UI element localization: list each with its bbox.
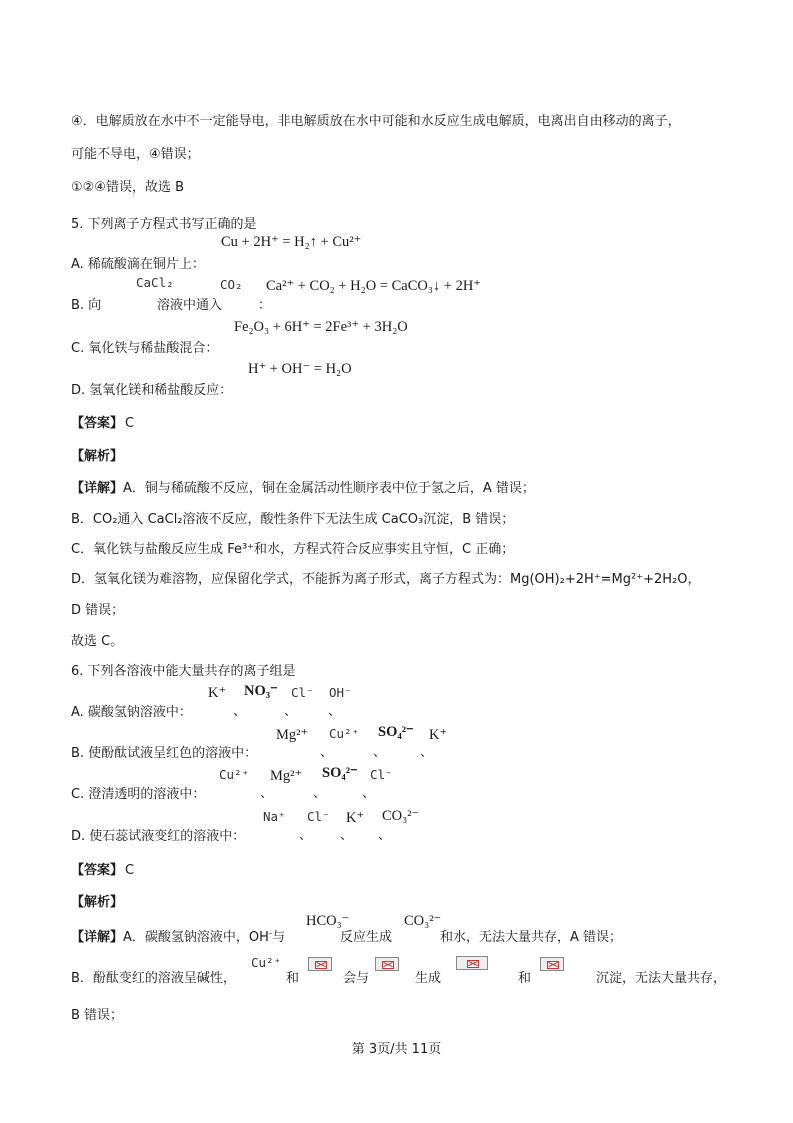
q6-d-ion-3: K⁺ <box>346 810 365 826</box>
broken-image-icon <box>315 961 327 969</box>
q5-option-b-label: B. 向 <box>71 298 102 313</box>
q6-detail-b-part4: 生成 <box>415 971 442 986</box>
q6-detail-b-cu: Cu²⁺ <box>251 955 282 970</box>
q6-detail-b-part6: 沉淀，无法大量共存， <box>596 971 727 986</box>
q5-option-b-middle: 溶液中通入 <box>157 298 223 313</box>
q6-detail-b-broken-image-4 <box>540 957 564 971</box>
q6-detail-b-part3: 会与 <box>343 971 370 986</box>
q6-d-ion-1: Na⁺ <box>263 809 286 824</box>
q5-answer-tag: 【答案】 <box>71 416 124 431</box>
q6-detail-b-broken-image-2 <box>375 957 399 971</box>
q6-b-ion-2: Cu²⁺ <box>329 726 360 741</box>
q5-option-c-label: C. 氧化铁与稀盐酸混合： <box>71 341 219 356</box>
q6-detail-b-end: B 错误； <box>71 1008 124 1023</box>
q5-option-d-equation: H⁺ + OH⁻ = H₂O <box>248 361 352 377</box>
q6-b-sep-1: 、 <box>320 745 334 760</box>
q6-detail-a-line <box>71 930 285 946</box>
q5-stem: 5. 下列离子方程式书写正确的是 <box>71 217 257 232</box>
q6-detail-b-broken-image-3 <box>456 956 488 970</box>
broken-image-icon <box>467 960 479 968</box>
q5-detail-line1 <box>71 481 535 497</box>
q6-detail-tag: 【详解】 <box>71 930 124 945</box>
q6-detail-b-part2: 和 <box>286 971 300 986</box>
q6-c-ion-4: Cl⁻ <box>370 767 393 782</box>
q6-c-ion-2: Mg²⁺ <box>270 768 303 784</box>
q5-detail-d: D．氢氧化镁为难溶物，应保留化学式，不能拆为离子形式，离子方程式为：Mg(OH)₂+2H⁺=Mg²⁺+2H₂O， <box>71 572 701 587</box>
q6-answer-tag: 【答案】 <box>71 863 124 878</box>
q6-a-sep-3: 、 <box>328 704 342 719</box>
q5-option-c-equation: Fe₂O₃ + 6H⁺ = 2Fe³⁺ + 3H₂O <box>234 319 408 335</box>
q6-c-sep-2: 、 <box>313 786 327 801</box>
q6-a-ion-1: K⁺ <box>208 685 227 701</box>
q6-b-sep-2: 、 <box>373 745 387 760</box>
q6-a-sep-2: 、 <box>284 704 298 719</box>
q6-answer-value: C <box>125 863 135 878</box>
q6-detail-a-part1: A．碳酸氢钠溶液中，OH <box>123 930 269 945</box>
q6-c-label: C. 澄清透明的溶液中： <box>71 787 206 802</box>
q6-c-sep-3: 、 <box>362 786 376 801</box>
q5-option-a-label: A. 稀硫酸滴在铜片上： <box>71 257 205 272</box>
q4-text-line1: ④．电解质放在水中不一定能导电，非电解质放在水中可能和水反应生成电解质，电离出自由移动的离子， <box>71 114 681 129</box>
q5-detail-d-end: D 错误； <box>71 603 125 618</box>
q6-d-ion-2: Cl⁻ <box>307 809 330 824</box>
q6-d-sep-2: 、 <box>340 828 354 843</box>
q5-analysis-tag: 【解析】 <box>71 449 124 464</box>
q5-detail-a: A．铜与稀硫酸不反应，铜在金属活动性顺序表中位于氢之后，A 错误； <box>123 481 535 496</box>
q5-detail-c: C．氧化铁与盐酸反应生成 Fe³⁺和水，方程式符合反应事实且守恒，C 正确； <box>71 542 515 557</box>
q6-detail-b-part1: B．酚酞变红的溶液呈碱性， <box>71 971 236 986</box>
q6-detail-a-part3: 反应生成 <box>340 930 393 945</box>
q6-detail-a-hco3: HCO₃⁻ <box>306 913 350 929</box>
q5-option-b-cacl2: CaCl₂ <box>136 275 174 290</box>
q6-b-label: B. 使酚酞试液呈红色的溶液中： <box>71 746 258 761</box>
q5-answer-value: C <box>125 416 135 431</box>
q5-option-a-equation: Cu + 2H⁺ = H₂↑ + Cu²⁺ <box>221 234 362 250</box>
q6-a-ion-2: NO₃⁻ <box>244 683 278 699</box>
page-footer: 第 3页/共 11页 <box>351 1042 442 1057</box>
q5-option-b-co2: CO₂ <box>220 277 243 292</box>
q6-c-ion-1: Cu²⁺ <box>219 767 250 782</box>
q6-detail-b-part5: 和 <box>518 971 532 986</box>
q6-d-label: D. 使石蕊试液变红的溶液中： <box>71 829 246 844</box>
q6-detail-a-superscript: - <box>268 928 273 939</box>
q6-analysis-tag: 【解析】 <box>71 895 124 910</box>
q6-a-ion-4: OH⁻ <box>329 685 352 700</box>
q5-option-b-colon: ： <box>258 298 272 313</box>
q5-detail-b: B．CO₂通入 CaCl₂溶液不反应，酸性条件下无法生成 CaCO₃沉淀，B 错误； <box>71 512 515 527</box>
q6-stem: 6. 下列各溶液中能大量共存的离子组是 <box>71 664 296 679</box>
q5-option-d-label: D. 氢氧化镁和稀盐酸反应： <box>71 383 233 398</box>
q4-conclusion: ①②④错误，故选 B <box>71 180 185 195</box>
q6-detail-a-part2: 与 <box>272 930 286 945</box>
q6-a-ion-3: Cl⁻ <box>291 685 314 700</box>
q6-b-ion-4: K⁺ <box>429 727 448 743</box>
q4-text-line2: 可能不导电，④错误； <box>71 147 200 162</box>
broken-image-icon <box>547 961 559 969</box>
broken-image-icon <box>382 961 394 969</box>
q6-d-sep-3: 、 <box>378 828 392 843</box>
q5-conclusion: 故选 C。 <box>71 634 124 649</box>
q6-detail-a-part4: 和水，无法大量共存，A 错误； <box>440 930 623 945</box>
q6-d-sep-1: 、 <box>299 828 313 843</box>
q6-b-ion-1: Mg²⁺ <box>276 727 309 743</box>
q6-a-label: A. 碳酸氢钠溶液中： <box>71 705 192 720</box>
q6-b-ion-3: SO₄²⁻ <box>378 724 414 740</box>
q6-a-sep-1: 、 <box>233 704 247 719</box>
q5-detail-tag: 【详解】 <box>71 481 124 496</box>
q5-option-b-equation: Ca²⁺ + CO₂ + H₂O = CaCO₃↓ + 2H⁺ <box>266 278 481 294</box>
q6-c-sep-1: 、 <box>260 786 274 801</box>
q6-detail-a-co3: CO₃²⁻ <box>404 913 442 929</box>
q6-d-ion-4: CO₃²⁻ <box>382 808 420 824</box>
q6-detail-b-broken-image-1 <box>308 957 332 971</box>
q6-c-ion-3: SO₄²⁻ <box>322 765 358 781</box>
q6-b-sep-3: 、 <box>420 745 434 760</box>
